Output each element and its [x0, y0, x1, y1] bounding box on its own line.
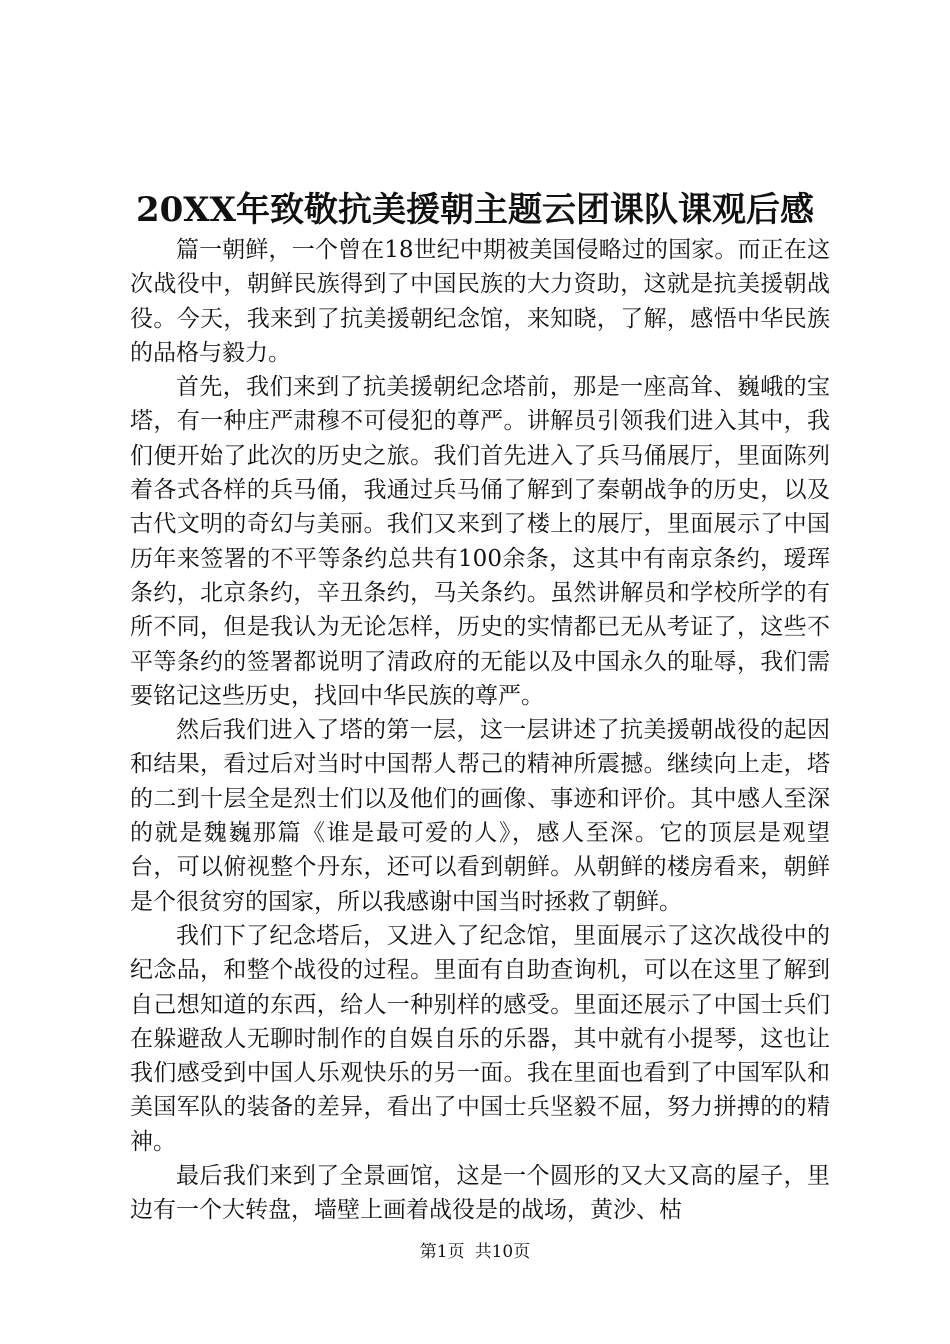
page-total: 共10页 [474, 1242, 531, 1262]
document-body [130, 233, 830, 1228]
page-number: 第1页 [419, 1242, 465, 1262]
paragraph: 最后我们来到了全景画馆，这是一个圆形的又大又高的屋子，里边有一个大转盘，墙壁上画着战役是的战场，黄沙、枯 [130, 1163, 830, 1224]
paragraph: 然后我们进入了塔的第一层，这一层讲述了抗美援朝战役的起因和结果，看过后对当时中国帮人帮己的精神所震撼。继续向上走，塔的二到十层全是烈士们以及他们的画像、事迹和评价。其中感人至深的就是魏巍那篇《谁是最可爱的人》，感人至深。它的顶层是观望台，可以俯视整个丹东，还可以看到朝鲜。从朝鲜的楼房看来，朝鲜是个很贫穷的国家，所以我感谢中国当时拯救了朝鲜。 [130, 717, 830, 915]
paragraph: 我们下了纪念塔后，又进入了纪念馆，里面展示了这次战役中的纪念品，和整个战役的过程。里面有自助查询机，可以在这里了解到自己想知道的东西，给人一种别样的感受。里面还展示了中国士兵们在躲避敌人无聊时制作的自娱自乐的乐器，其中就有小提琴，这也让我们感受到中国人乐观快乐的另一面。我在里面也看到了中国军队和美国军队的装备的差异，看出了中国士兵坚毅不屈，努力拼搏的的精神。 [130, 922, 830, 1155]
document-title: 20XX年致敬抗美援朝主题云团课队课观后感 [135, 190, 815, 230]
paragraph: 首先，我们来到了抗美援朝纪念塔前，那是一座高耸、巍峨的宝塔，有一种庄严肃穆不可侵犯的尊严。讲解员引领我们进入其中，我们便开始了此次的历史之旅。我们首先进入了兵马俑展厅，里面陈列着各式各样的兵马俑，我通过兵马俑了解到了秦朝战争的历史，以及古代文明的奇幻与美丽。我们又来到了楼上的展厅，里面展示了中国历年来签署的不平等条约总共有100余条，这其中有南京条约，瑷珲条约，北京条约，辛丑条约，马关条约。虽然讲解员和学校所学的有所不同，但是我认为无论怎样，历史的实情都已无从考证了，这些不平等条约的签署都说明了清政府的无能以及中国永久的耻辱，我们需要铭记这些历史，找回中华民族的尊严。 [130, 374, 830, 709]
paragraph: 篇一朝鲜，一个曾在18世纪中期被美国侵略过的国家。而正在这次战役中，朝鲜民族得到了中国民族的大力资助，这就是抗美援朝战役。今天，我来到了抗美援朝纪念馆，来知晓，了解，感悟中华民族的品格与毅力。 [130, 237, 830, 366]
page-footer [0, 1240, 950, 1264]
